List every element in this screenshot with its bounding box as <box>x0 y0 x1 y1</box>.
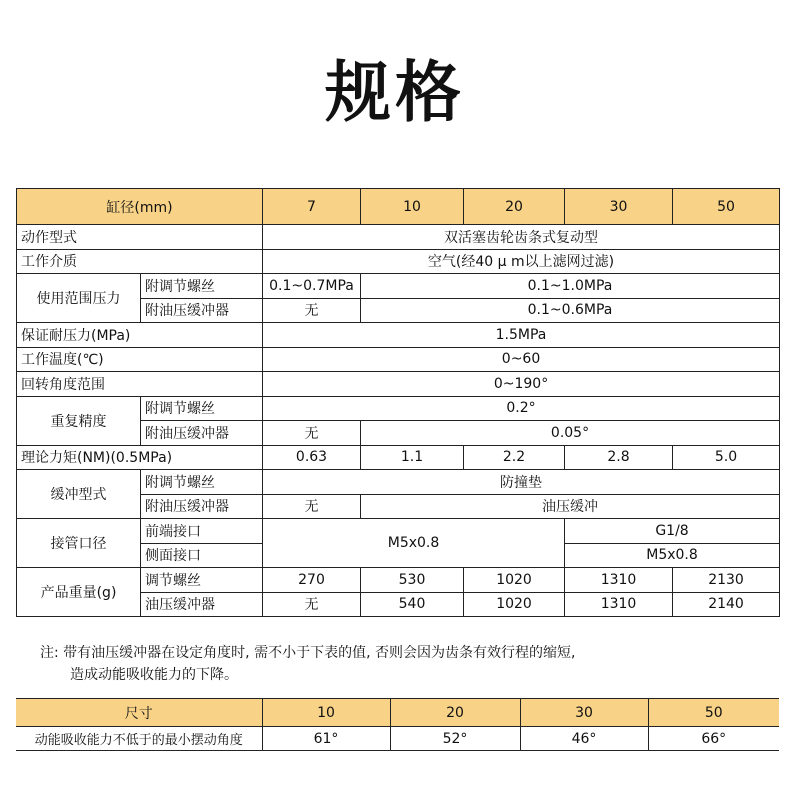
weight-value: 1310 <box>565 592 673 617</box>
torque-value: 1.1 <box>361 445 464 470</box>
rotation-range-value: 0~190° <box>263 372 780 397</box>
pressure-adjust-v7: 0.1~0.7MPa <box>263 274 361 299</box>
angle-value: 46° <box>520 727 648 751</box>
port-side-label: 侧面接口 <box>141 543 263 568</box>
bore-size-label: 缸径(mm) <box>17 189 263 225</box>
cushion-adjust-value: 防撞垫 <box>263 470 780 495</box>
min-angle-row <box>16 727 779 751</box>
page-title: 规格 <box>325 54 465 131</box>
torque-label: 理论力矩(NM)(0.5MPa) <box>17 445 263 470</box>
weight-value: 无 <box>263 592 361 617</box>
proof-pressure-row <box>17 323 780 348</box>
port-front-label: 前端接口 <box>141 519 263 544</box>
weight-oil-label: 油压缓冲器 <box>141 592 263 617</box>
size-cell: 10 <box>361 189 464 225</box>
torque-value: 2.2 <box>464 445 565 470</box>
angle-value: 52° <box>390 727 520 751</box>
pressure-adjust-value: 0.1~1.0MPa <box>361 274 780 299</box>
pressure-oil-v7: 无 <box>263 298 361 323</box>
cushion-row <box>17 470 780 495</box>
weight-value: 1310 <box>565 568 673 593</box>
cushion-oil-value: 油压缓冲 <box>361 494 780 519</box>
weight-value: 1020 <box>464 568 565 593</box>
action-row <box>17 225 780 250</box>
port-side-large: M5x0.8 <box>565 543 780 568</box>
note-line: 注: 带有油压缓冲器在设定角度时, 需不小于下表的值, 否则会因为齿条有效行程的缩短, <box>40 645 576 661</box>
size-header-label: 尺寸 <box>16 699 262 727</box>
repeatability-oil-value: 0.05° <box>361 421 780 446</box>
weight-value: 2130 <box>673 568 780 593</box>
repeatability-adjust-value: 0.2° <box>263 396 780 421</box>
temperature-value: 0~60 <box>263 347 780 372</box>
repeatability-oil-label: 附油压缓冲器 <box>141 421 263 446</box>
weight-row <box>17 568 780 593</box>
bore-size-row <box>17 189 780 225</box>
angle-header-row <box>16 699 779 727</box>
size-cell: 10 <box>262 699 390 727</box>
note <box>40 642 575 686</box>
torque-value: 0.63 <box>263 445 361 470</box>
weight-label: 产品重量(g) <box>17 568 141 617</box>
port-label: 接管口径 <box>17 519 141 568</box>
port-row <box>17 519 780 544</box>
size-cell: 20 <box>464 189 565 225</box>
weight-value: 270 <box>263 568 361 593</box>
port-front-large: G1/8 <box>565 519 780 544</box>
note-line: 造成动能吸收能力的下降。 <box>70 667 238 683</box>
temperature-label: 工作温度(℃) <box>17 347 263 372</box>
pressure-range-row <box>17 274 780 299</box>
size-cell: 20 <box>390 699 520 727</box>
rotation-range-row <box>17 372 780 397</box>
weight-value: 530 <box>361 568 464 593</box>
rotation-range-label: 回转角度范围 <box>17 372 263 397</box>
cushion-oil-v7: 无 <box>263 494 361 519</box>
medium-value: 空气(经40 μ m以上滤网过滤) <box>263 249 780 274</box>
temperature-row <box>17 347 780 372</box>
size-cell: 7 <box>263 189 361 225</box>
torque-value: 2.8 <box>565 445 673 470</box>
medium-row <box>17 249 780 274</box>
action-label: 动作型式 <box>17 225 263 250</box>
action-value: 双活塞齿轮齿条式复动型 <box>263 225 780 250</box>
size-cell: 50 <box>673 189 780 225</box>
angle-value: 66° <box>648 727 779 751</box>
cushion-oil-label: 附油压缓冲器 <box>141 494 263 519</box>
torque-row <box>17 445 780 470</box>
weight-value: 2140 <box>673 592 780 617</box>
spec-table <box>16 188 780 617</box>
repeatability-label: 重复精度 <box>17 396 141 445</box>
angle-value: 61° <box>262 727 390 751</box>
pressure-adjust-label: 附调节螺丝 <box>141 274 263 299</box>
pressure-range-label: 使用范围压力 <box>17 274 141 323</box>
proof-pressure-label: 保证耐压力(MPa) <box>17 323 263 348</box>
size-cell: 50 <box>648 699 779 727</box>
proof-pressure-value: 1.5MPa <box>263 323 780 348</box>
pressure-oil-label: 附油压缓冲器 <box>141 298 263 323</box>
size-cell: 30 <box>565 189 673 225</box>
repeatability-row <box>17 396 780 421</box>
torque-value: 5.0 <box>673 445 780 470</box>
cushion-label: 缓冲型式 <box>17 470 141 519</box>
min-angle-table <box>16 698 779 751</box>
weight-value: 540 <box>361 592 464 617</box>
repeatability-oil-v7: 无 <box>263 421 361 446</box>
cushion-adjust-label: 附调节螺丝 <box>141 470 263 495</box>
pressure-oil-value: 0.1~0.6MPa <box>361 298 780 323</box>
medium-label: 工作介质 <box>17 249 263 274</box>
port-small-value: M5x0.8 <box>263 519 565 568</box>
weight-adjust-label: 调节螺丝 <box>141 568 263 593</box>
min-angle-label: 动能吸收能力不低于的最小摆动角度 <box>16 727 262 751</box>
size-cell: 30 <box>520 699 648 727</box>
weight-value: 1020 <box>464 592 565 617</box>
repeatability-adjust-label: 附调节螺丝 <box>141 396 263 421</box>
